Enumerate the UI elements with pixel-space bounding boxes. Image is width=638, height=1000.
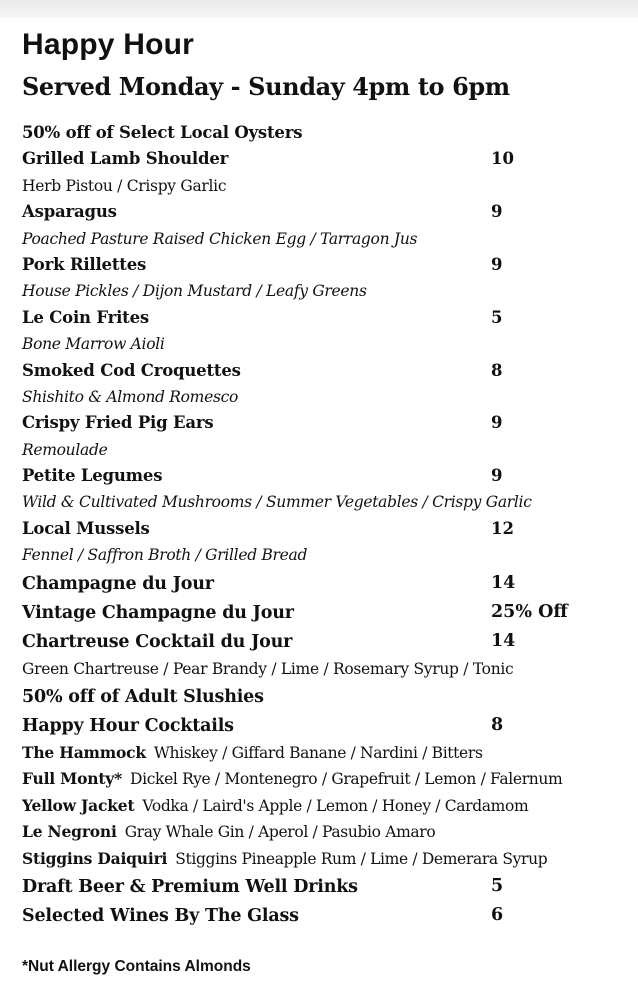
item-price: 5 [491,307,503,327]
item-price: 12 [491,518,514,538]
cocktail-name: Le Negroni [22,822,117,842]
item-name: Vintage Champagne du Jour [22,602,294,623]
cocktail-item [22,819,632,845]
cocktail-name: Stiggins Daiquiri [22,848,168,868]
item-price: 14 [491,630,516,651]
item-name: Champagne du Jour [22,573,214,594]
item-description [22,656,632,682]
item-name: Chartreuse Cocktail du Jour [22,631,293,652]
item-price: 6 [491,904,504,925]
item-description [22,331,632,357]
cocktail-item [22,740,632,766]
cocktail-desc: Gray Whale Gin / Aperol / Pasubio Amaro [124,823,436,842]
item-name: Selected Wines By The Glass [22,905,299,926]
drink-item [22,569,632,598]
item-desc-text: Fennel / Saffron Broth / Grilled Bread [22,546,308,565]
item-price: 5 [491,875,504,896]
item-price: 10 [491,149,514,169]
item-desc-text: Bone Marrow Aioli [22,335,165,354]
item-name: Crispy Fried Pig Ears [22,413,214,433]
drink-item [22,627,632,656]
item-desc-text: Green Chartreuse / Pear Brandy / Lime / Rosemary Syrup / Tonic [22,659,514,678]
menu-subtitle: Served Monday - Sunday 4pm to 6pm [22,72,510,101]
item-name: Local Mussels [22,518,150,538]
menu-item [22,199,632,225]
menu-item [22,146,632,172]
menu-title: Happy Hour [22,28,195,61]
item-name: 50% off of Select Local Oysters [22,123,303,142]
cocktail-name: Full Monty* [22,769,123,789]
item-description [22,226,632,252]
cocktail-item [22,766,632,792]
item-price: 8 [491,360,503,380]
item-description [22,437,632,463]
item-price: 9 [491,413,503,433]
item-desc-text: Remoulade [22,440,108,459]
menu-item [22,516,632,542]
cocktails-heading [22,711,632,740]
item-description [22,489,632,515]
cocktail-item [22,793,632,819]
item-price: 14 [491,572,516,593]
item-name: Le Coin Frites [22,307,149,327]
item-price: 9 [491,466,503,486]
item-desc-text: Poached Pasture Raised Chicken Egg / Tarragon Jus [22,229,418,248]
item-name: Pork Rillettes [22,254,147,274]
drink-item [22,598,632,627]
menu-list [22,120,632,930]
cocktail-desc: Dickel Rye / Montenegro / Grapefruit / Lemon / Falernum [130,770,563,789]
menu-item [22,252,632,278]
allergy-footnote: *Nut Allergy Contains Almonds [22,958,251,975]
menu-item [22,305,632,331]
item-price: 8 [491,715,504,736]
item-name: Asparagus [22,202,117,222]
item-desc-text: Shishito & Almond Romesco [22,387,239,406]
item-name: Petite Legumes [22,466,163,486]
top-bar [0,0,638,18]
menu-item [22,358,632,384]
item-description [22,384,632,410]
extra-item [22,872,632,901]
item-name: Happy Hour Cocktails [22,716,234,737]
item-description [22,173,632,199]
item-price: 9 [491,202,503,222]
item-price: 9 [491,254,503,274]
item-name: Smoked Cod Croquettes [22,360,241,380]
item-description [22,542,632,568]
cocktail-desc: Whiskey / Giffard Banane / Nardini / Bitters [153,744,483,763]
cocktail-desc: Stiggins Pineapple Rum / Lime / Demerara Syrup [175,849,548,868]
menu-item [22,410,632,436]
item-price: 25% Off [491,601,568,622]
item-desc-text: House Pickles / Dijon Mustard / Leafy Greens [22,282,367,301]
item-desc-text: Herb Pistou / Crispy Garlic [22,176,227,195]
cocktail-item [22,846,632,872]
menu-item [22,463,632,489]
item-name: Grilled Lamb Shoulder [22,149,229,169]
item-name: Draft Beer & Premium Well Drinks [22,876,358,897]
cocktail-name: Yellow Jacket [22,795,135,815]
cocktail-name: The Hammock [22,743,146,763]
item-desc-text: Wild & Cultivated Mushrooms / Summer Vegetables / Crispy Garlic [22,493,532,512]
slushies-special [22,682,632,711]
cocktail-desc: Vodka / Laird's Apple / Lemon / Honey / Cardamom [142,796,529,815]
item-name: 50% off of Adult Slushies [22,687,264,708]
item-description [22,278,632,304]
extra-item [22,901,632,930]
oysters-special [22,120,632,146]
